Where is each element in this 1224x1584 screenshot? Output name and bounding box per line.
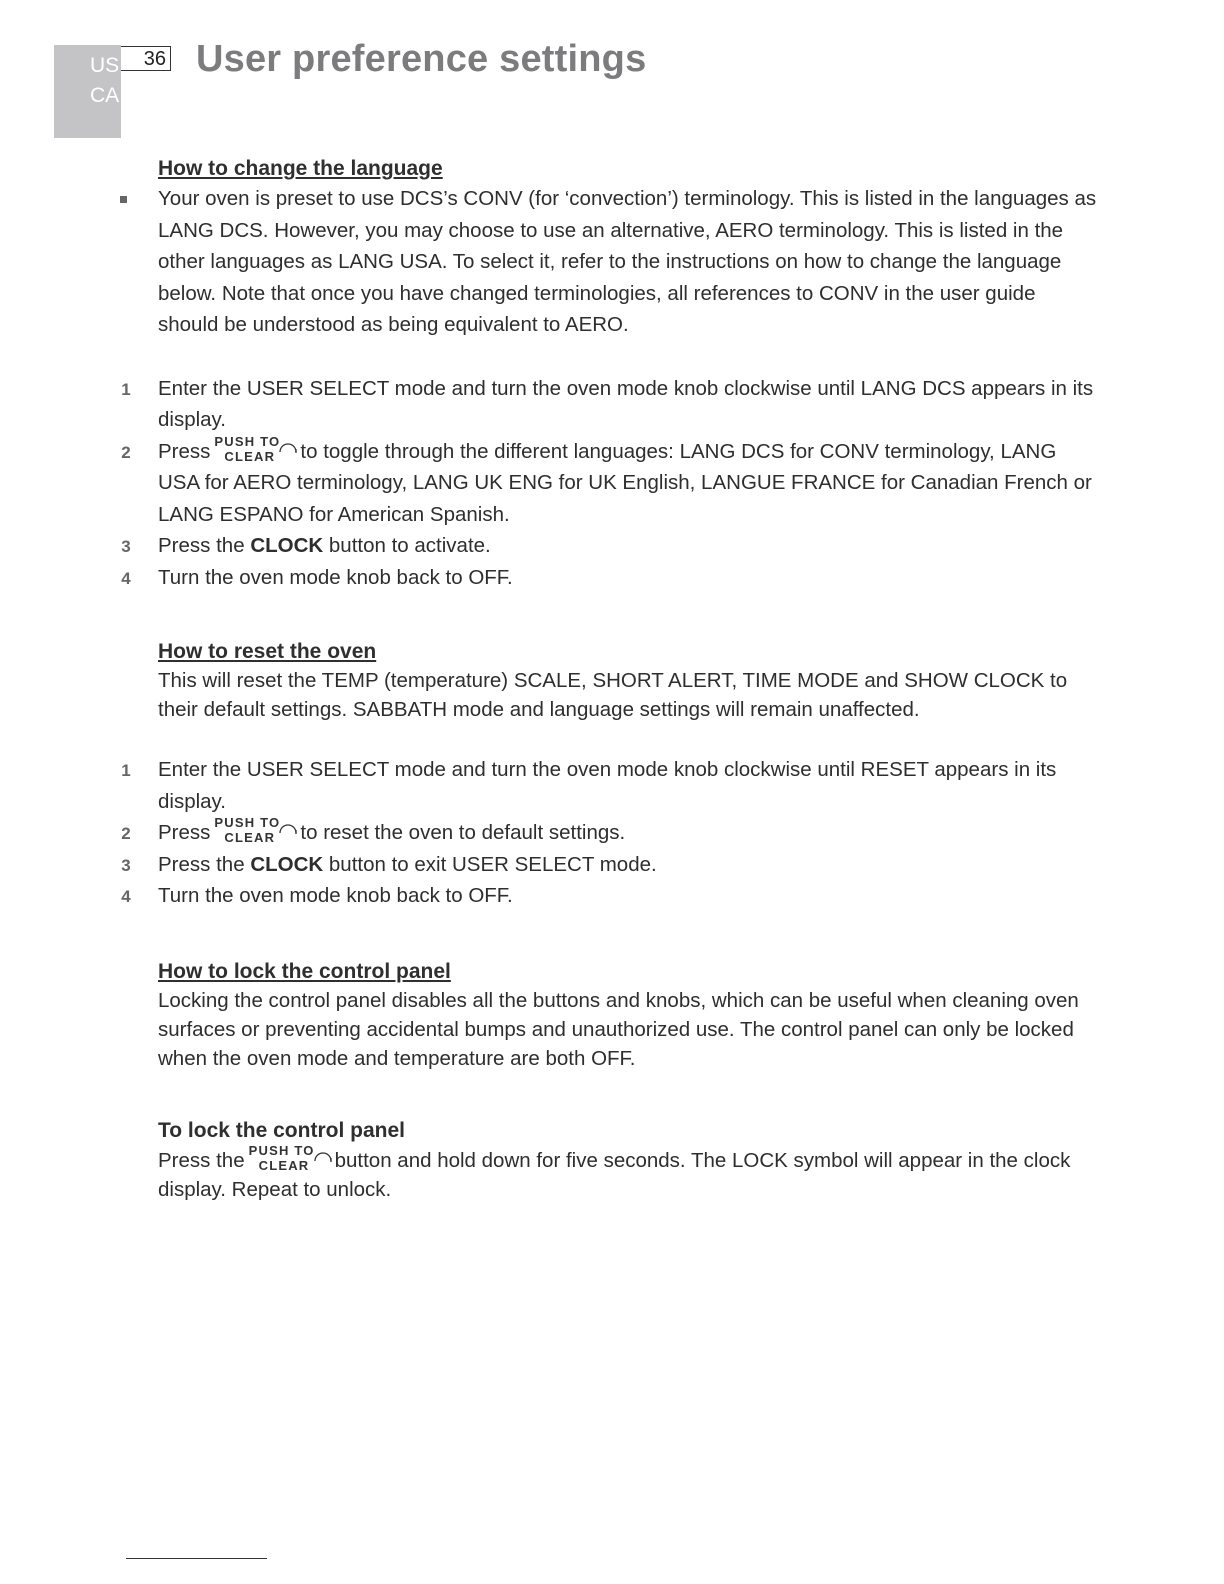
lock-sub-heading: To lock the control panel xyxy=(158,1119,405,1142)
step-post-text: button to exit USER SELECT mode. xyxy=(328,852,657,876)
clear-label: CLEAR xyxy=(224,448,276,464)
knob-icon xyxy=(277,438,299,454)
section-reset xyxy=(121,638,1098,912)
step-text: Enter the USER SELECT mode and turn the oven mode knob clockwise until RESET appears in its display. xyxy=(158,758,1057,813)
step-pre-text: Press xyxy=(158,439,211,463)
push-to-label: PUSH TO xyxy=(214,815,281,830)
page-title: User preference settings xyxy=(196,38,647,80)
push-to-clear-button xyxy=(214,433,294,466)
lock-pre-text: Press the xyxy=(158,1149,245,1172)
lock-intro: Locking the control panel disables all the buttons and knobs, which can be useful when cleaning oven surfaces or preventing accidental bumps and unauthorized use. The control panel can only be locked when the oven mode and temperature are both OFF. xyxy=(158,989,1079,1070)
reset-step-3 xyxy=(121,849,1098,881)
reset-step-2 xyxy=(121,815,1098,849)
reset-step-1 xyxy=(121,754,1098,817)
language-bullet-text: Your oven is preset to use DCS’s CONV (for ‘convection’) terminology. This is listed in the languages as LANG DCS. However, you may choose to use an alternative, AERO terminology. This is listed in the other languages as LANG USA. To select it, refer to the instructions on how to change the language below. Note that once you have changed terminologies, all references to CONV in the user guide should be understood as being equivalent to AERO. xyxy=(158,187,1097,336)
section-lock-instruction xyxy=(158,1117,1098,1204)
clock-keyword: CLOCK xyxy=(250,534,324,557)
knob-icon xyxy=(312,1147,334,1163)
region-code-ca: CA xyxy=(90,84,120,107)
reset-intro: This will reset the TEMP (temperature) SCALE, SHORT ALERT, TIME MODE and SHOW CLOCK to their default settings. SABBATH mode and language settings will remain unaffected. xyxy=(158,669,1068,721)
language-step-2 xyxy=(121,433,1098,531)
language-heading: How to change the language xyxy=(158,157,443,180)
clear-label: CLEAR xyxy=(224,830,276,845)
language-bullet xyxy=(158,183,1098,341)
clear-label: CLEAR xyxy=(258,1158,310,1173)
step-number: 1 xyxy=(121,761,131,780)
language-step-4 xyxy=(121,562,1098,594)
language-step-3 xyxy=(121,530,1098,562)
push-to-label: PUSH TO xyxy=(248,1143,315,1158)
language-step-1 xyxy=(121,373,1098,436)
step-text xyxy=(158,530,1098,562)
reset-heading: How to reset the oven xyxy=(158,640,377,663)
bullet-square-icon xyxy=(120,196,127,203)
step-number: 3 xyxy=(121,537,131,556)
step-text: Enter the USER SELECT mode and turn the oven mode knob clockwise until LANG DCS appears in its display. xyxy=(158,376,1094,431)
step-text xyxy=(158,433,1098,531)
step-post-text: to reset the oven to default settings. xyxy=(300,821,626,844)
step-text: Turn the oven mode knob back to OFF. xyxy=(158,565,513,589)
region-tab xyxy=(54,45,121,138)
region-code-us: US xyxy=(90,54,120,77)
step-number: 4 xyxy=(121,887,131,906)
step-number: 4 xyxy=(121,568,131,588)
lock-heading: How to lock the control panel xyxy=(158,960,451,983)
section-lock xyxy=(158,958,1098,1073)
footer-divider xyxy=(126,1558,267,1559)
step-pre-text: Press the xyxy=(158,534,245,557)
section-language xyxy=(121,155,1098,593)
step-pre-text: Press xyxy=(158,821,211,844)
step-pre-text: Press the xyxy=(158,852,245,876)
push-to-clear-button xyxy=(249,1145,329,1175)
step-post-text: to toggle through the different languages: LANG DCS for CONV terminology, LANG USA for AERO terminology, LANG UK ENG for UK English, LANGUE FRANCE for Canadian French or LANG ESPANO for American Spanish. xyxy=(158,439,1092,526)
step-post-text: button to activate. xyxy=(328,534,491,557)
clock-keyword: CLOCK xyxy=(250,852,324,876)
reset-step-4 xyxy=(121,880,1098,912)
step-number: 2 xyxy=(121,824,131,843)
push-to-label: PUSH TO xyxy=(214,433,281,449)
page-number: 36 xyxy=(121,46,171,71)
step-text xyxy=(158,817,1098,849)
step-number: 1 xyxy=(121,379,131,399)
step-text xyxy=(158,849,1098,881)
step-number: 2 xyxy=(121,442,131,462)
push-to-clear-button xyxy=(214,817,294,847)
lock-post-text: button and hold down for five seconds. The LOCK symbol will appear in the clock display. Repeat to unlock. xyxy=(158,1149,1071,1201)
knob-icon xyxy=(277,819,299,835)
step-text: Turn the oven mode knob back to OFF. xyxy=(158,884,513,907)
step-number: 3 xyxy=(121,855,131,875)
lock-instruction xyxy=(158,1145,1098,1204)
